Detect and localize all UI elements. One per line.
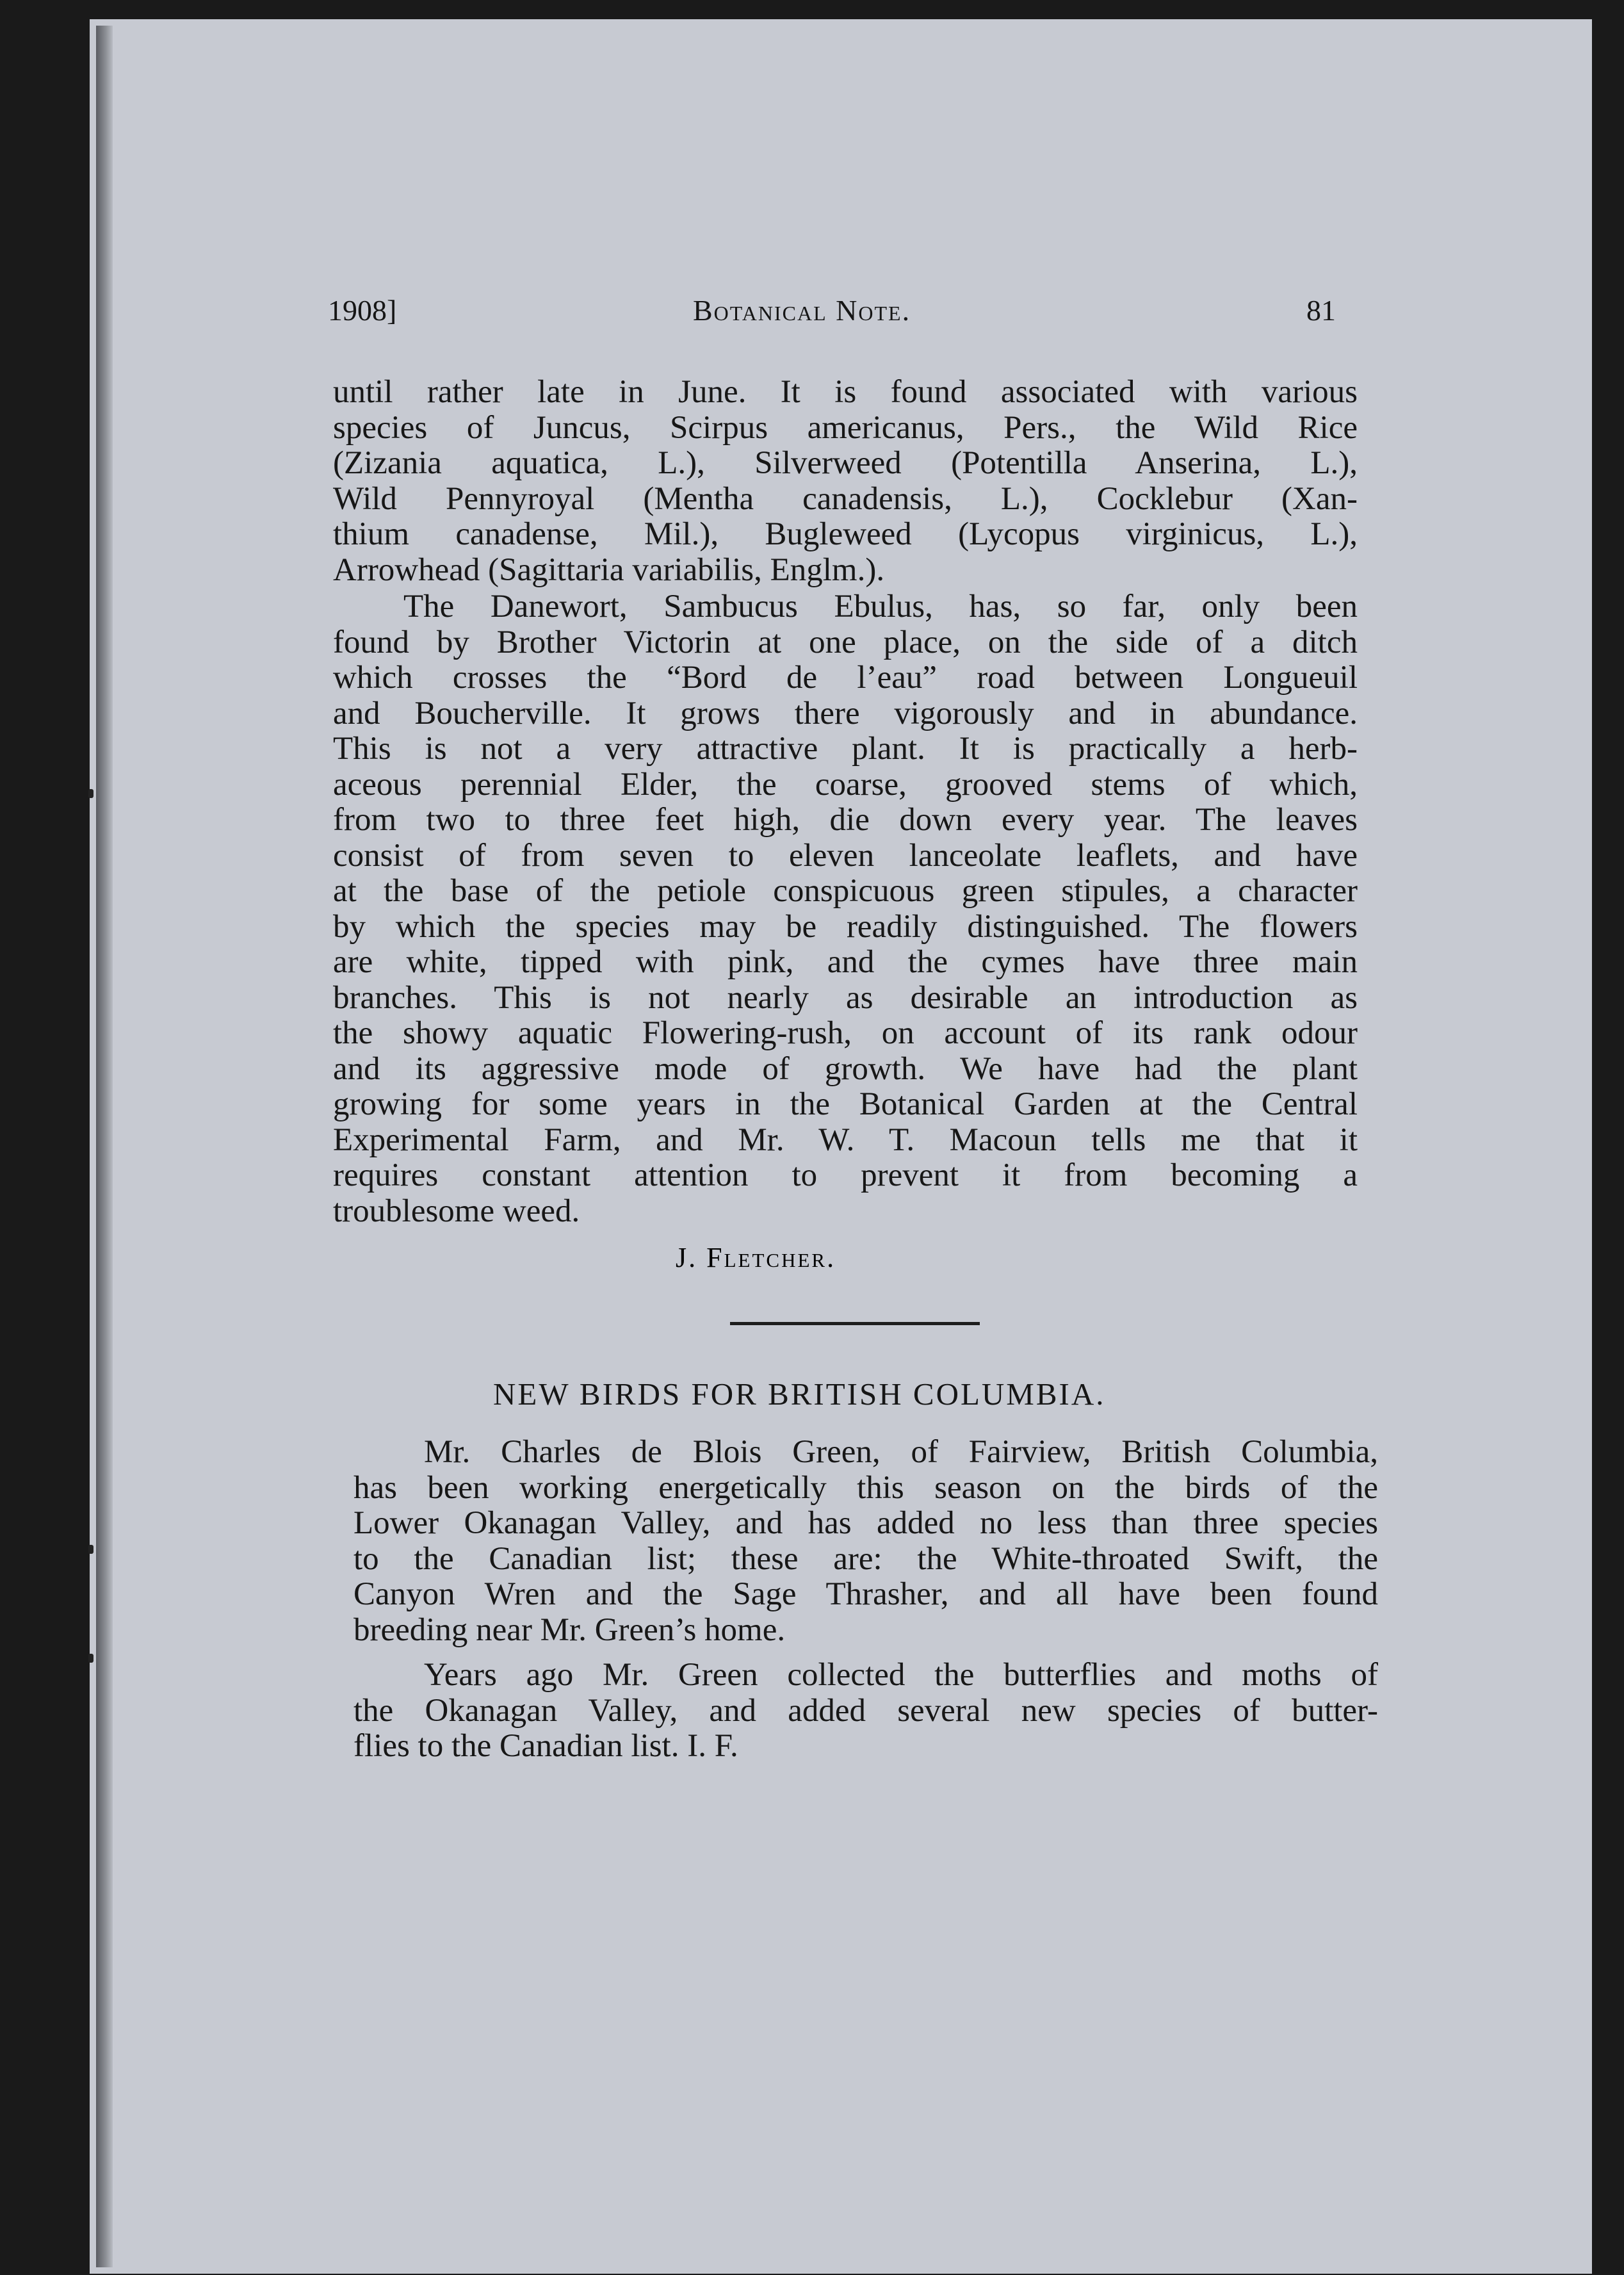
text-line: has been working energetically this season on the birds of the: [353, 1469, 1378, 1506]
text-line: Arrowhead (Sagittaria variabilis, Englm.).: [333, 551, 885, 588]
paragraph-3: [353, 1435, 1378, 1648]
text-line: Canyon Wren and the Sage Thrasher, and all have been found: [353, 1576, 1378, 1612]
text-line: flies to the Canadian list. I. F.: [353, 1728, 738, 1764]
text-line: branches. This is not nearly as desirable an introduction as: [333, 979, 1358, 1016]
page-spine: [96, 26, 113, 2267]
section-divider: [730, 1322, 980, 1325]
running-title: Botanical Note.: [693, 294, 911, 327]
text-line: and Boucherville. It grows there vigorously and in abundance.: [333, 695, 1358, 731]
text-line: This is not a very attractive plant. It is practically a herb-: [333, 731, 1358, 767]
paragraph-2: [333, 589, 1358, 1229]
section-heading: NEW BIRDS FOR BRITISH COLUMBIA.: [493, 1376, 1106, 1412]
text-line: Wild Pennyroyal (Mentha canadensis, L.), Cocklebur (Xan-: [333, 480, 1358, 517]
text-line: Mr. Charles de Blois Green, of Fairview, British Columbia,: [424, 1434, 1378, 1470]
text-line: aceous perennial Elder, the coarse, grooved stems of which,: [333, 766, 1358, 803]
margin-mark: [88, 1545, 93, 1554]
text-line: consist of from seven to eleven lanceolate leaflets, and have: [333, 837, 1358, 874]
text-line: at the base of the petiole conspicuous green stipules, a character: [333, 873, 1358, 909]
text-line: by which the species may be readily distinguished. The flowers: [333, 908, 1358, 945]
margin-mark: [88, 789, 93, 798]
text-line: and its aggressive mode of growth. We have had the plant: [333, 1050, 1358, 1087]
paragraph-1: [333, 375, 1358, 588]
margin-mark: [88, 1654, 93, 1663]
text-line: the Okanagan Valley, and added several new species of butter-: [353, 1692, 1378, 1729]
text-line: breeding near Mr. Green’s home.: [353, 1611, 786, 1648]
signature-fletcher: J. Fletcher.: [676, 1242, 836, 1273]
page-number: 81: [1306, 294, 1336, 327]
header-year: 1908]: [328, 294, 397, 327]
text-line: Experimental Farm, and Mr. W. T. Macoun tells me that it: [333, 1121, 1358, 1158]
text-line: The Danewort, Sambucus Ebulus, has, so far, only been: [403, 589, 1358, 624]
text-line: the showy aquatic Flowering-rush, on account of its rank odour: [333, 1015, 1358, 1051]
text-line: (Zizania aquatica, L.), Silverweed (Potentilla Anserina, L.),: [333, 445, 1358, 481]
text-line: found by Brother Victorin at one place, on the side of a ditch: [333, 624, 1358, 660]
text-line: from two to three feet high, die down every year. The leaves: [333, 802, 1358, 838]
text-line: species of Juncus, Scirpus americanus, Pers., the Wild Rice: [333, 409, 1358, 446]
text-line: growing for some years in the Botanical Garden at the Central: [333, 1086, 1358, 1122]
text-line: requires constant attention to prevent it from becoming a: [333, 1157, 1358, 1193]
text-line: which crosses the “Bord de l’eau” road between Longueuil: [333, 660, 1358, 696]
text-line: thium canadense, Mil.), Bugleweed (Lycopus virginicus, L.),: [333, 516, 1358, 552]
text-line: Lower Okanagan Valley, and has added no less than three species: [353, 1505, 1378, 1541]
text-line: troublesome weed.: [333, 1193, 580, 1229]
text-line: to the Canadian list; these are: the White-throated Swift, the: [353, 1540, 1378, 1577]
text-line: until rather late in June. It is found associated with various: [333, 374, 1358, 410]
paragraph-4: [353, 1658, 1378, 1765]
text-line: Years ago Mr. Green collected the butterflies and moths of: [424, 1657, 1378, 1693]
text-line: are white, tipped with pink, and the cymes have three main: [333, 944, 1358, 980]
